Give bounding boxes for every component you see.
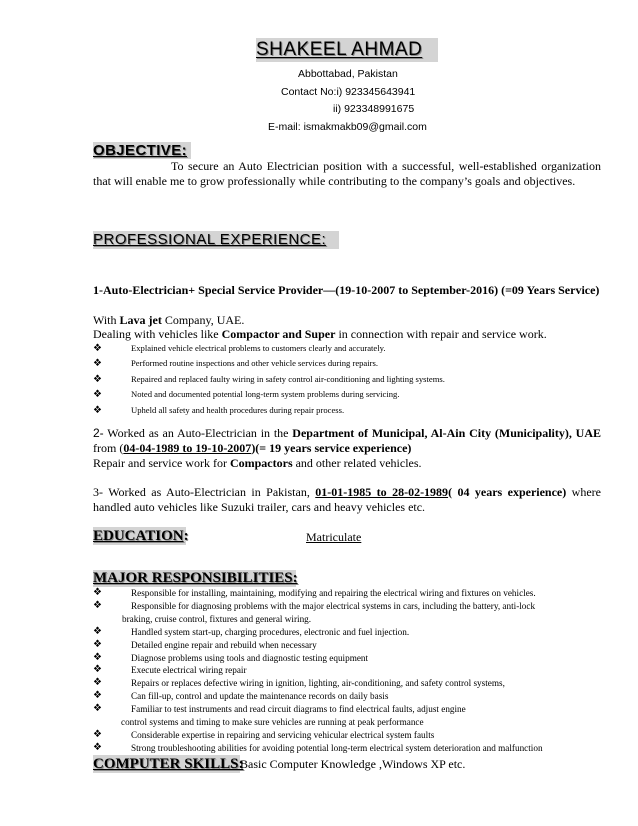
diamond-bullet-icon: ❖ bbox=[93, 587, 102, 598]
diamond-bullet-icon: ❖ bbox=[93, 741, 102, 753]
computer-skills-value: Basic Computer Knowledge ,Windows XP etc. bbox=[240, 757, 466, 771]
contact-number-2: ii) 923348991675 bbox=[333, 103, 415, 115]
list-item: ❖ Detailed engine repair and rebuild when necessary bbox=[93, 638, 317, 650]
diamond-bullet-icon: ❖ bbox=[93, 664, 102, 676]
list-item: ❖ Explained vehicle electrical problems to customers clearly and accurately. bbox=[93, 341, 601, 356]
list-item: ❖ Performed routine inspections and other vehicle services during repairs. bbox=[93, 356, 601, 371]
job-1-company: With Lava jet Company, UAE. bbox=[93, 313, 245, 327]
diamond-bullet-icon: ❖ bbox=[93, 389, 102, 401]
diamond-bullet-icon: ❖ bbox=[93, 599, 102, 611]
responsibilities-heading: MAJOR RESPONSIBILITIES: bbox=[93, 570, 298, 586]
education-value: Matriculate bbox=[306, 530, 362, 544]
job-3-description: 3- Worked as Auto-Electrician in Pakistan, 01-01-1985 to 28-02-1989( 04 years experience) where handled auto vehicles like Suzuki trailer, cars and heavy vehicles etc. bbox=[93, 485, 601, 514]
diamond-bullet-icon: ❖ bbox=[93, 651, 102, 663]
responsibilities-list bbox=[93, 587, 601, 755]
job-2-detail: Repair and service work for Compactors and other related vehicles. bbox=[93, 456, 422, 470]
list-item: ❖ Repairs or replaces defective wiring in ignition, lighting, air-conditioning, and safety control systems, bbox=[93, 677, 505, 689]
contact-number-1: Contact No:i) 923345643941 bbox=[281, 86, 416, 98]
objective-text: To secure an Auto Electrician position with a successful, well-established organization that will enable me to grow professionally while contributing to the company’s goals and objectives. bbox=[93, 159, 601, 188]
list-item: ❖ Repaired and replaced faulty wiring in safety control air-conditioning and lighting systems. bbox=[93, 372, 601, 387]
list-item: ❖ Upheld all safety and health procedures during repair process. bbox=[93, 403, 601, 418]
list-item: ❖ Noted and documented potential long-term system problems during servicing. bbox=[93, 387, 601, 402]
education-heading: EDUCATION: bbox=[93, 528, 189, 544]
diamond-bullet-icon: ❖ bbox=[93, 625, 102, 637]
experience-heading: PROFESSIONAL EXPERIENCE: bbox=[93, 231, 339, 249]
job-1-title: 1-Auto-Electrician+ Special Service Provider—(19-10-2007 to September-2016) (=09 Years Service) bbox=[93, 283, 600, 297]
diamond-bullet-icon: ❖ bbox=[93, 343, 102, 354]
diamond-bullet-icon: ❖ bbox=[93, 358, 102, 370]
diamond-bullet-icon: ❖ bbox=[93, 703, 102, 715]
list-item: ❖ Handled system start-up, charging procedures, electronic and fuel injection. bbox=[93, 625, 410, 637]
job-2-description: 2- Worked as an Auto-Electrician in the Department of Municipal, Al-Ain City (Municipality), UAE from (04-04-1989 to 19-10-2007)(= 19 years service experience) bbox=[93, 426, 601, 455]
list-item: ❖ Strong troubleshooting abilities for avoiding potential long-term electrical system deterioration and malfunction bbox=[93, 741, 543, 753]
candidate-name: SHAKEEL AHMAD bbox=[256, 38, 438, 62]
location: Abbottabad, Pakistan bbox=[298, 68, 398, 80]
diamond-bullet-icon: ❖ bbox=[93, 638, 102, 650]
objective-heading: OBJECTIVE: bbox=[93, 142, 191, 159]
list-item: ❖ Diagnose problems using tools and diagnostic testing equipment bbox=[93, 651, 369, 663]
list-item: ❖ Familiar to test instruments and read circuit diagrams to find electrical faults, adjust engine control systems and timing to make sure vehicles are running at peak performance bbox=[93, 703, 466, 728]
job-1-duties bbox=[93, 341, 601, 418]
diamond-bullet-icon: ❖ bbox=[93, 728, 102, 740]
list-item: ❖ Responsible for installing, maintaining, modifying and repairing the electrical wiring and fixtures on vehicles. bbox=[93, 587, 536, 598]
computer-skills-heading: COMPUTER SKILLS: bbox=[93, 756, 244, 772]
diamond-bullet-icon: ❖ bbox=[93, 690, 102, 702]
list-item: ❖ Execute electrical wiring repair bbox=[93, 664, 247, 676]
list-item: ❖ Can fill-up, control and update the maintenance records on daily basis bbox=[93, 690, 389, 702]
email: E-mail: ismakmakb09@gmail.com bbox=[268, 121, 427, 133]
diamond-bullet-icon: ❖ bbox=[93, 373, 102, 385]
diamond-bullet-icon: ❖ bbox=[93, 677, 102, 689]
list-item: ❖ Considerable expertise in repairing and servicing vehicular electrical system faults bbox=[93, 728, 435, 740]
job-1-dealing: Dealing with vehicles like Compactor and Super in connection with repair and service work. bbox=[93, 327, 547, 341]
list-item: ❖ Responsible for diagnosing problems with the major electrical systems in cars, including the battery, anti-lock braking, cruise control, fixtures and general wiring. bbox=[93, 599, 536, 624]
diamond-bullet-icon: ❖ bbox=[93, 404, 102, 416]
